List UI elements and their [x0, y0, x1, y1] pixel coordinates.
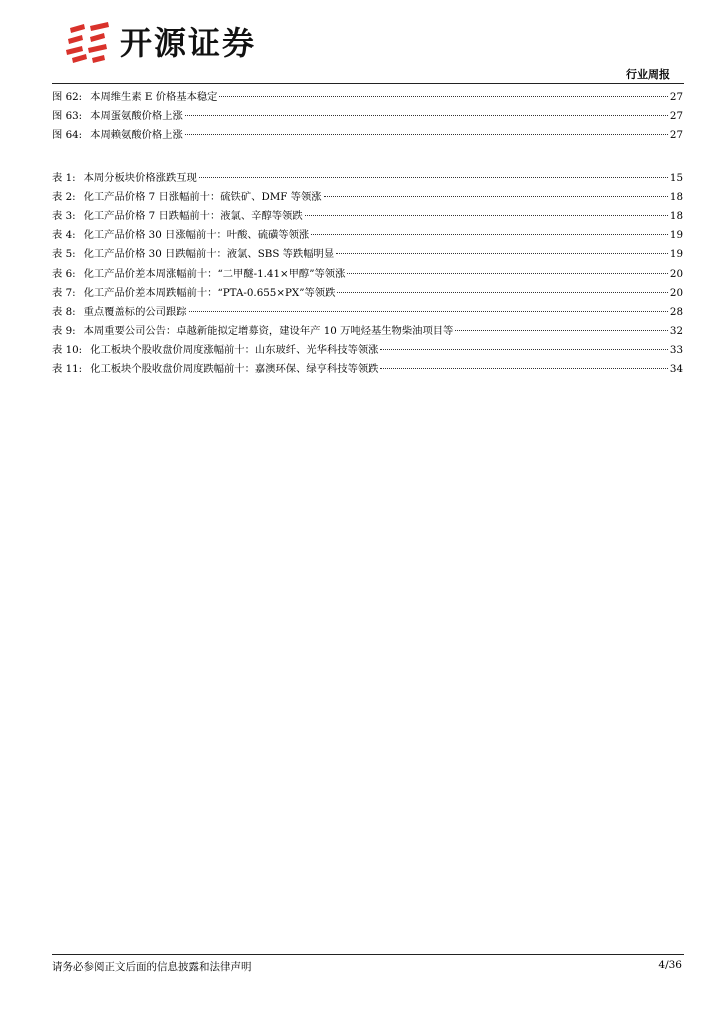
toc-label: 表 10:: [52, 344, 83, 357]
toc-page-number: 27: [669, 129, 683, 142]
toc-page-number: 34: [669, 363, 683, 376]
toc-title: 化工板块个股收盘价周度跌幅前十：嘉澳环保、绿亨科技等领跌: [90, 363, 379, 376]
toc-title: 本周蛋氨酸价格上涨: [90, 110, 183, 123]
toc-label: 表 2:: [52, 190, 76, 203]
dot-leader: [189, 310, 668, 312]
toc-entry-figure[interactable]: [52, 107, 683, 126]
toc-page-number: 15: [669, 171, 683, 184]
toc-label: 表 8:: [52, 305, 76, 318]
toc-label: 表 6:: [52, 267, 76, 280]
toc-title: 化工板块个股收盘价周度涨幅前十：山东玻纤、光华科技等领涨: [90, 344, 379, 357]
toc-entry-table[interactable]: [52, 284, 683, 303]
toc-entry-table[interactable]: [52, 188, 683, 207]
toc-title: 本周重要公司公告：卓越新能拟定增募资，建设年产 10 万吨烃基生物柴油项目等: [83, 325, 454, 338]
toc-label: 表 1:: [52, 171, 76, 184]
dot-leader: [337, 291, 668, 293]
dot-leader: [305, 214, 668, 216]
logo-mark-icon: [64, 22, 114, 64]
toc-title: 化工产品价格 30 日涨幅前十：叶酸、硫磺等领涨: [83, 229, 310, 242]
toc-page-number: 33: [669, 344, 683, 357]
dot-leader: [455, 329, 668, 331]
toc-page-number: 20: [669, 267, 683, 280]
toc-title: 本周分板块价格涨跌互现: [83, 171, 197, 184]
toc-title: 化工产品价格 30 日跌幅前十：液氯、SBS 等跌幅明显: [83, 248, 335, 261]
toc-label: 表 7:: [52, 286, 76, 299]
toc-title: 化工产品价格 7 日跌幅前十：液氯、辛醇等领跌: [83, 209, 303, 222]
report-type-label: 行业周报: [626, 68, 670, 81]
toc-entry-table[interactable]: [52, 360, 683, 379]
company-logo: [64, 20, 294, 66]
toc-entry-figure[interactable]: [52, 88, 683, 107]
toc-label: 图 64:: [52, 129, 83, 142]
footer-disclaimer: 请务必参阅正文后面的信息披露和法律声明: [52, 961, 252, 973]
toc-label: 表 11:: [52, 363, 83, 376]
toc-entry-table[interactable]: [52, 245, 683, 264]
dot-leader: [380, 367, 667, 369]
page-number: 4/36: [658, 959, 682, 971]
dot-leader: [185, 133, 668, 135]
toc-page-number: 27: [669, 91, 683, 103]
dot-leader: [324, 195, 668, 197]
toc-entry-figure[interactable]: [52, 126, 683, 145]
toc-title: 重点覆盖标的公司跟踪: [83, 305, 187, 318]
dot-leader: [347, 272, 668, 274]
toc-entry-table[interactable]: [52, 226, 683, 245]
toc-label: 图 63:: [52, 110, 83, 123]
toc-label: 表 9:: [52, 325, 76, 338]
toc-page-number: 32: [669, 325, 683, 338]
toc-entry-table[interactable]: [52, 322, 683, 341]
toc-entry-table[interactable]: [52, 169, 683, 188]
toc-title: 化工产品价格 7 日涨幅前十：硫铁矿、DMF 等领涨: [83, 190, 322, 203]
dot-leader: [219, 95, 667, 97]
footer-divider: [52, 954, 684, 955]
table-of-contents: [52, 88, 683, 380]
toc-title: 化工产品价差本周涨幅前十：“二甲醚-1.41×甲醇”等领涨: [83, 267, 346, 280]
dot-leader: [185, 114, 668, 116]
dot-leader: [199, 176, 668, 178]
dot-leader: [336, 252, 668, 254]
toc-page-number: 20: [669, 286, 683, 299]
header-divider: [52, 83, 684, 84]
toc-title: 本周维生素 E 价格基本稳定: [90, 91, 218, 103]
table-list: [52, 169, 683, 380]
toc-entry-table[interactable]: [52, 303, 683, 322]
toc-entry-table[interactable]: [52, 207, 683, 226]
toc-title: 本周赖氨酸价格上涨: [90, 129, 183, 142]
toc-page-number: 27: [669, 110, 683, 123]
toc-entry-table[interactable]: [52, 265, 683, 284]
toc-page-number: 19: [669, 248, 683, 261]
toc-label: 表 4:: [52, 229, 76, 242]
logo-text: 开源证券: [120, 24, 257, 62]
toc-entry-table[interactable]: [52, 341, 683, 360]
toc-label: 表 5:: [52, 248, 76, 261]
dot-leader: [311, 233, 668, 235]
toc-label: 图 62:: [52, 91, 83, 103]
toc-page-number: 18: [669, 190, 683, 203]
toc-page-number: 18: [669, 209, 683, 222]
toc-label: 表 3:: [52, 209, 76, 222]
toc-page-number: 19: [669, 229, 683, 242]
page-header: [0, 0, 724, 90]
toc-page-number: 28: [669, 305, 683, 318]
figure-list: [52, 88, 683, 146]
dot-leader: [380, 348, 667, 350]
toc-title: 化工产品价差本周跌幅前十：“PTA-0.655×PX”等领跌: [83, 286, 336, 299]
